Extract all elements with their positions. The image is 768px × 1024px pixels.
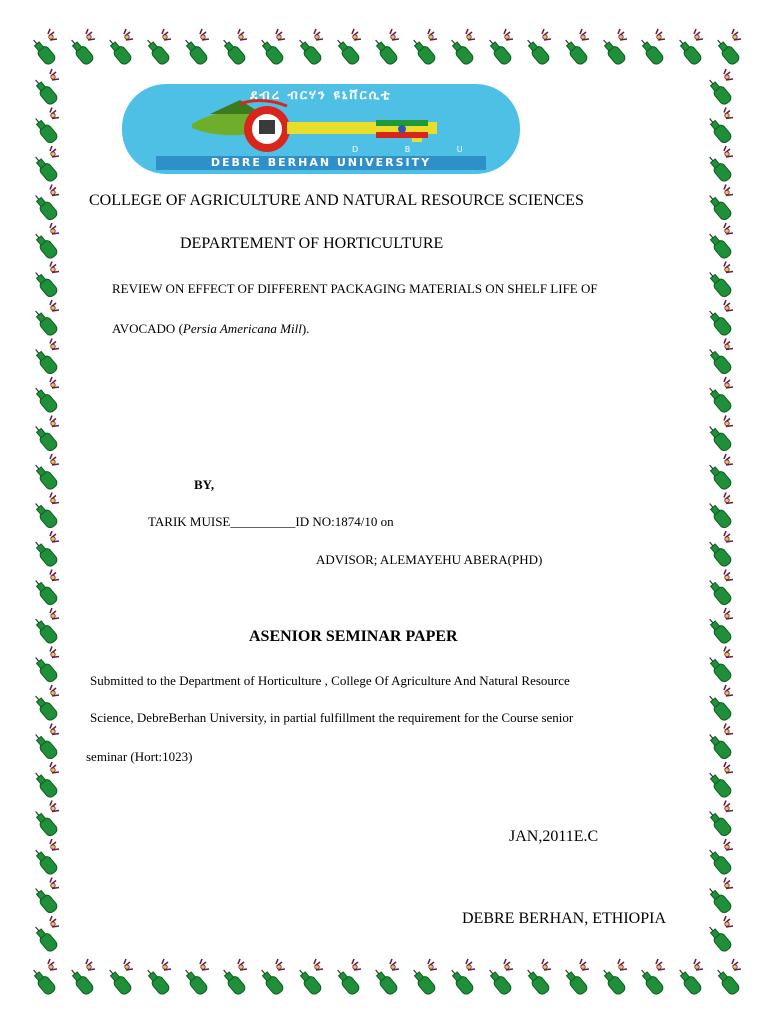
bottle-border-icon [447,959,475,996]
bottle-border-icon [31,878,59,915]
bottle-border-icon [29,29,57,66]
bottle-border-icon [637,959,665,996]
bottle-border-icon [31,762,59,799]
bottle-border-icon [31,223,59,260]
bottle-border-icon [31,454,59,491]
department-name: DEPARTEMENT OF HORTICULTURE [180,235,444,252]
bottle-border-icon [637,29,665,66]
bottle-border-icon [31,685,59,722]
bottle-border-icon [219,959,247,996]
bottle-border-icon [705,146,733,183]
bottle-border-icon [599,959,627,996]
bottle-border-icon [257,959,285,996]
bottle-border-icon [181,959,209,996]
bottle-border-icon [371,29,399,66]
logo-amharic-text: ደብረ ብርሃን ዩኒቨርሲቲ [250,88,392,103]
bottle-border-icon [675,959,703,996]
bottle-border-icon [143,29,171,66]
title-line-2 [112,322,309,335]
bottle-border-icon [67,959,95,996]
bottle-border-icon [561,29,589,66]
bottle-border-icon [599,29,627,66]
bottle-border-icon [31,339,59,376]
bottle-border-icon [523,29,551,66]
bottle-border-icon [31,531,59,568]
author-line: TARIK MUISE__________ID NO:1874/10 on [148,514,394,529]
bottle-border-icon [705,377,733,414]
bottle-border-icon [31,647,59,684]
bottle-border-icon [705,685,733,722]
college-name: COLLEGE OF AGRICULTURE AND NATURAL RESOURCE SCIENCES [89,192,584,209]
bottle-border-icon [105,29,133,66]
bottle-border-icon [333,29,361,66]
bottle-border-icon [705,608,733,645]
bottle-border-icon [31,262,59,299]
submission-line-2: Science, DebreBerhan University, in partial fulfillment the requirement for the Course senior [90,710,574,725]
bottle-border-icon [485,959,513,996]
bottle-border-icon [705,724,733,761]
bottle-border-icon [31,377,59,414]
bottle-border-icon [705,223,733,260]
bottle-border-icon [523,959,551,996]
bottle-border-icon [705,878,733,915]
bottle-border-icon [31,416,59,453]
paper-type-heading: ASENIOR SEMINAR PAPER [249,628,458,645]
bottle-border-icon [219,29,247,66]
bottle-border-icon [705,762,733,799]
bottle-border-icon [705,339,733,376]
bottle-border-icon [705,185,733,222]
bottle-border-icon [705,416,733,453]
bottle-border-icon [409,29,437,66]
submission-line-3: seminar (Hort:1023) [86,749,193,764]
bottle-border-icon [31,108,59,145]
logo-university-name: DEBRE BERHAN UNIVERSITY [156,156,486,170]
bottle-border-icon [409,959,437,996]
bottle-border-icon [705,493,733,530]
bottle-border-icon [705,570,733,607]
bottle-border-icon [675,29,703,66]
advisor-line: ADVISOR; ALEMAYEHU ABERA(PHD) [316,552,543,567]
bottle-border-icon [561,959,589,996]
bottle-border-icon [713,29,741,66]
bottle-border-icon [31,69,59,106]
bottle-border-icon [31,300,59,337]
title-line-2-suffix: ). [301,321,310,336]
bottle-border-icon [705,108,733,145]
bottle-border-icon [31,916,59,953]
bottle-border-icon [713,959,741,996]
bottle-border-icon [295,959,323,996]
bottle-border-icon [705,647,733,684]
date: JAN,2011E.C [509,828,599,845]
bottle-border-icon [485,29,513,66]
bottle-border-icon [31,839,59,876]
logo-initials: D B U [352,145,485,154]
location: DEBRE BERHAN, ETHIOPIA [462,910,666,927]
bottle-border-icon [705,839,733,876]
bottle-border-icon [705,801,733,838]
bottle-border-icon [705,916,733,953]
scientific-name: Persia Americana Mill [182,321,302,336]
bottle-border-icon [105,959,133,996]
bottle-border-icon [143,959,171,996]
bottle-border-icon [705,69,733,106]
bottle-border-icon [31,185,59,222]
bottle-border-icon [705,262,733,299]
bottle-border-icon [705,300,733,337]
title-line-1: REVIEW ON EFFECT OF DIFFERENT PACKAGING MATERIALS ON SHELF LIFE OF [112,281,598,296]
bottle-border-icon [31,493,59,530]
bottle-border-icon [257,29,285,66]
bottle-border-icon [295,29,323,66]
bottle-border-icon [31,570,59,607]
bottle-border-icon [31,608,59,645]
bottle-border-icon [31,724,59,761]
bottle-border-icon [31,146,59,183]
university-logo [122,84,520,174]
bottle-border-icon [67,29,95,66]
bottle-border-icon [371,959,399,996]
bottle-border-icon [447,29,475,66]
bottle-border-icon [705,454,733,491]
bottle-border-icon [31,801,59,838]
bottle-border-icon [333,959,361,996]
bottle-border-icon [705,531,733,568]
bottle-border-icon [181,29,209,66]
bottle-border-icon [29,959,57,996]
submission-line-1: Submitted to the Department of Horticulture , College Of Agriculture And Natural Resource [90,673,570,688]
title-line-2-prefix: AVOCADO ( [112,321,183,336]
by-label: BY, [194,477,215,492]
